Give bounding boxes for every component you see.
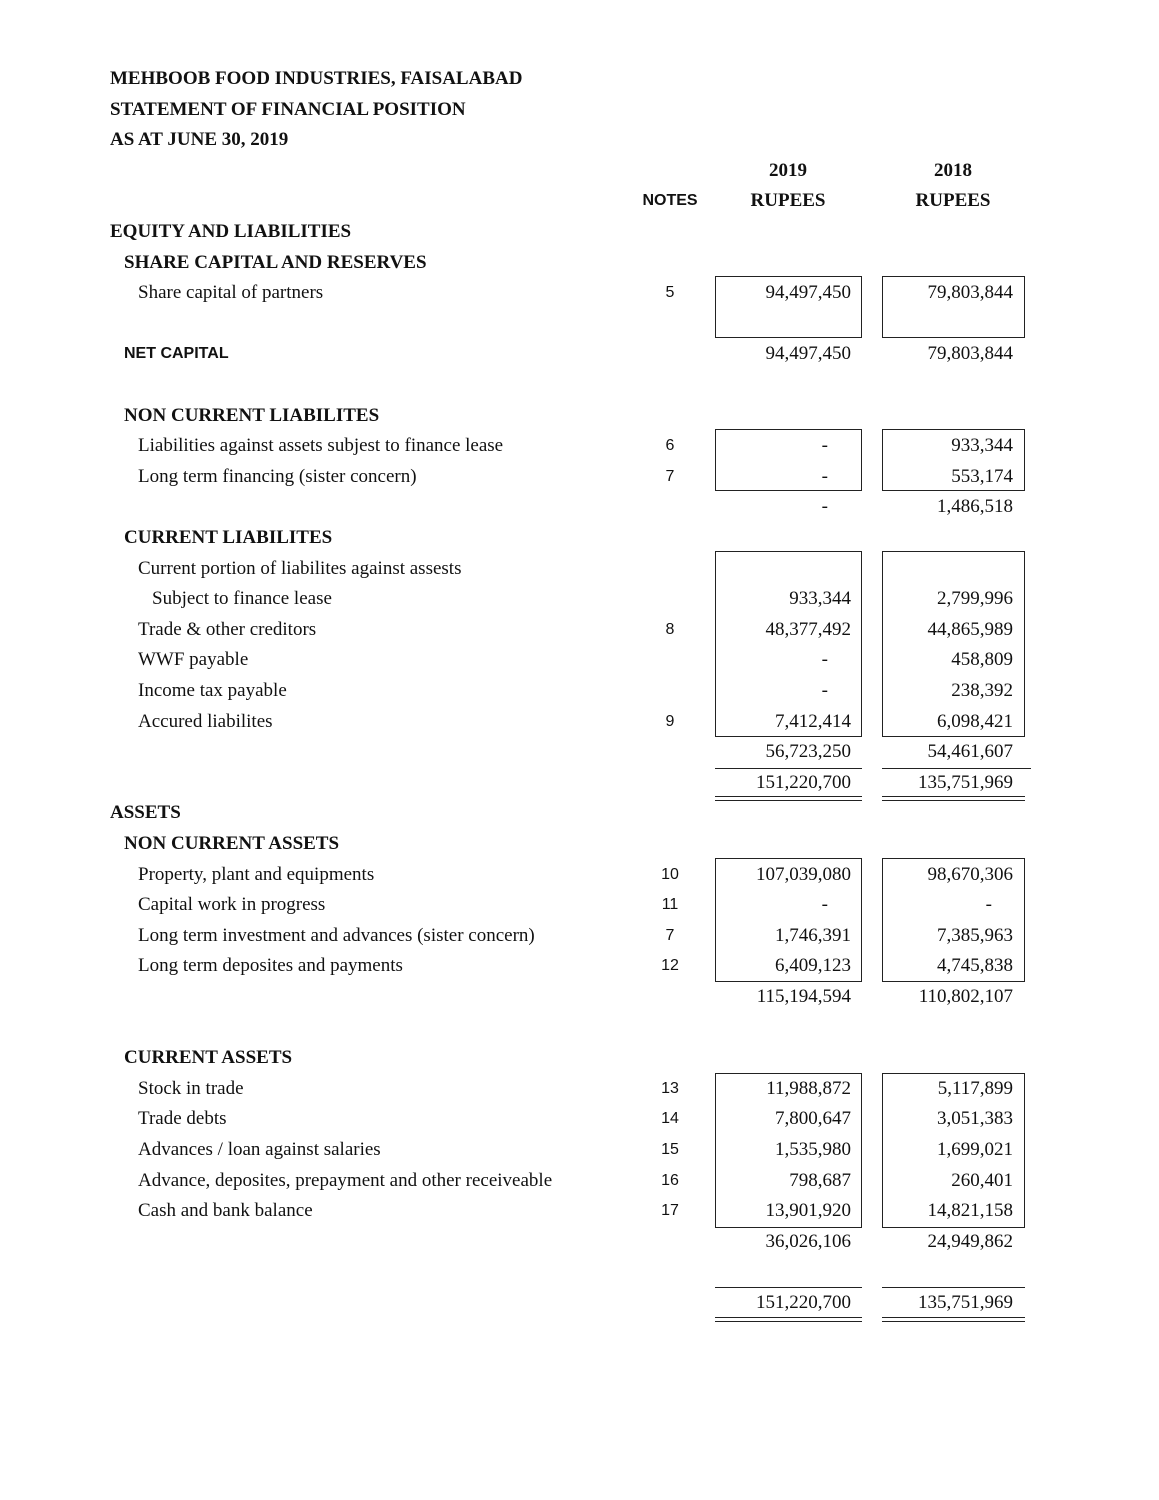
amount-2018: 933,344	[951, 435, 1013, 457]
statement-row	[0, 125, 1159, 155]
statement-row	[0, 554, 1159, 584]
line-item-label: Liabilities against assets subjest to finance lease	[138, 435, 504, 457]
amount-2019: 151,220,700	[756, 771, 851, 793]
amount-2019: 36,026,106	[765, 1230, 851, 1252]
amount-2019: 94,497,450	[765, 282, 851, 304]
column-header-2018: RUPEES	[915, 190, 991, 212]
amount-2019: 7,412,414	[775, 710, 851, 732]
amount-2019: -	[821, 435, 828, 457]
statement-row	[0, 982, 1159, 1012]
note-number: 7	[665, 467, 675, 485]
column-header-2018: 2018	[934, 159, 972, 181]
statement-row	[0, 431, 1159, 461]
amount-2018: 79,803,844	[927, 343, 1013, 365]
statement-row	[0, 278, 1159, 308]
statement-row	[0, 645, 1159, 675]
amount-2019: 56,723,250	[765, 741, 851, 763]
note-number: 9	[665, 712, 675, 730]
statement-row	[0, 1043, 1159, 1073]
blank-row	[0, 309, 1159, 339]
amount-2018: 135,751,969	[918, 771, 1013, 793]
note-number: 6	[665, 437, 675, 455]
section-heading: ASSETS	[110, 802, 181, 824]
statement-row	[0, 707, 1159, 737]
amount-2019: -	[821, 894, 828, 916]
amount-2019: 6,409,123	[775, 955, 851, 977]
statement-row	[0, 1227, 1159, 1257]
blank-row	[0, 370, 1159, 400]
statement-row	[0, 1196, 1159, 1226]
statement-row	[0, 584, 1159, 614]
amount-2019: 1,746,391	[775, 924, 851, 946]
statement-row	[0, 64, 1159, 94]
blank-row	[0, 1257, 1159, 1287]
amount-2018: 24,949,862	[927, 1230, 1013, 1252]
line-item-label: Long term deposites and payments	[138, 955, 403, 977]
line-item-label: WWF payable	[138, 649, 249, 671]
statement-row	[0, 768, 1159, 798]
statement-row	[0, 401, 1159, 431]
line-item-label: Long term financing (sister concern)	[138, 465, 417, 487]
amount-2019: 798,687	[789, 1169, 851, 1191]
note-number: 5	[665, 284, 675, 302]
amount-2018: 1,486,518	[937, 496, 1013, 518]
amount-2018: 79,803,844	[927, 282, 1013, 304]
statement-row	[0, 737, 1159, 767]
statement-row	[0, 921, 1159, 951]
statement-row	[0, 492, 1159, 522]
line-item-label: Advances / loan against salaries	[138, 1139, 381, 1160]
amount-2018: 14,821,158	[927, 1200, 1013, 1222]
amount-2019: -	[821, 496, 828, 518]
line-item-label: Subject to finance lease	[152, 588, 332, 610]
blank-row	[0, 1013, 1159, 1043]
statement-row	[0, 156, 1159, 186]
amount-2018: 2,799,996	[937, 588, 1013, 610]
amount-2019: 7,800,647	[775, 1108, 851, 1130]
amount-2018: 553,174	[951, 465, 1013, 487]
section-heading: CURRENT ASSETS	[124, 1047, 293, 1069]
line-item-label: Accured liabilites	[138, 710, 273, 732]
statement-row	[0, 1166, 1159, 1196]
line-item-label: Share capital of partners	[138, 282, 324, 304]
note-number: 15	[661, 1141, 679, 1158]
amount-2018: -	[985, 894, 992, 916]
amount-2019: -	[821, 649, 828, 671]
amount-2018: 7,385,963	[937, 924, 1013, 946]
statement-row	[0, 95, 1159, 125]
line-item-label: Stock in trade	[138, 1077, 244, 1099]
statement-row	[0, 217, 1159, 247]
statement-row	[0, 951, 1159, 981]
statement-row	[0, 676, 1159, 706]
line-item-label: Income tax payable	[138, 680, 287, 701]
amount-2019: 933,344	[789, 588, 851, 610]
amount-2018: 6,098,421	[937, 710, 1013, 732]
note-number: 16	[661, 1171, 679, 1189]
note-number: 11	[661, 896, 679, 914]
statement-row	[0, 248, 1159, 278]
amount-2018: 98,670,306	[927, 863, 1013, 885]
amount-2018: 135,751,969	[918, 1292, 1013, 1313]
statement-row	[0, 860, 1159, 890]
amount-2019: -	[821, 465, 828, 487]
amount-2018: 110,802,107	[918, 986, 1013, 1007]
line-item-label: Trade & other creditors	[138, 618, 317, 640]
amount-2018: 458,809	[951, 649, 1013, 671]
statement-row	[0, 339, 1159, 369]
line-item-label: Property, plant and equipments	[138, 863, 375, 885]
statement-row	[0, 890, 1159, 920]
line-item-label: NET CAPITAL	[124, 345, 229, 363]
column-header-2019: RUPEES	[750, 190, 826, 212]
statement-row	[0, 798, 1159, 828]
column-header-2019: 2019	[769, 159, 807, 181]
statement-row	[0, 829, 1159, 859]
amount-2018: 4,745,838	[937, 955, 1013, 977]
note-number: 10	[661, 865, 679, 883]
amount-2019: 94,497,450	[765, 343, 851, 365]
statement-row	[0, 462, 1159, 492]
note-number: 14	[661, 1110, 679, 1128]
amount-2018: 1,699,021	[937, 1139, 1013, 1160]
statement-row	[0, 523, 1159, 553]
statement-row	[0, 615, 1159, 645]
note-number: 8	[665, 620, 675, 638]
line-item-label: Advance, deposites, prepayment and other receiveable	[138, 1169, 553, 1191]
note-number: 17	[661, 1202, 679, 1220]
line-item-label: Capital work in progress	[138, 894, 326, 916]
statement-row	[0, 186, 1159, 216]
line-item-label: Cash and bank balance	[138, 1200, 313, 1222]
section-heading: CURRENT LIABILITES	[124, 527, 333, 548]
note-number: 12	[661, 957, 679, 975]
amount-2018: 5,117,899	[937, 1077, 1013, 1099]
section-heading: MEHBOOB FOOD INDUSTRIES, FAISALABAD	[110, 68, 523, 89]
amount-2018: 44,865,989	[927, 618, 1013, 640]
amount-2018: 238,392	[951, 680, 1013, 701]
statement-row	[0, 1074, 1159, 1104]
section-heading: EQUITY AND LIABILITIES	[110, 221, 352, 242]
note-number: 7	[665, 926, 675, 944]
statement-row	[0, 1135, 1159, 1165]
line-item-label: Trade debts	[138, 1108, 227, 1130]
amount-2018: 54,461,607	[927, 741, 1013, 763]
line-item-label: Long term investment and advances (sister concern)	[138, 924, 535, 946]
amount-2019: 115,194,594	[756, 986, 851, 1007]
amount-2018: 260,401	[951, 1169, 1013, 1191]
amount-2019: 11,988,872	[766, 1077, 851, 1099]
amount-2019: 1,535,980	[775, 1139, 851, 1160]
amount-2019: 48,377,492	[765, 618, 851, 640]
statement-row	[0, 1288, 1159, 1318]
amount-2019: 107,039,080	[756, 863, 851, 885]
notes-column-header: NOTES	[642, 192, 698, 210]
section-heading: NON CURRENT LIABILITES	[124, 404, 380, 426]
section-heading: NON CURRENT ASSETS	[124, 833, 340, 854]
amount-2018: 3,051,383	[937, 1108, 1013, 1130]
section-heading: AS AT JUNE 30, 2019	[110, 129, 289, 151]
amount-2019: -	[821, 680, 828, 701]
note-number: 13	[661, 1079, 679, 1097]
amount-2019: 151,220,700	[756, 1292, 851, 1313]
line-item-label: Current portion of liabilites against assests	[138, 557, 462, 579]
section-heading: SHARE CAPITAL AND RESERVES	[124, 251, 427, 273]
amount-2019: 13,901,920	[765, 1200, 851, 1222]
statement-row	[0, 1104, 1159, 1134]
section-heading: STATEMENT OF FINANCIAL POSITION	[110, 98, 466, 120]
